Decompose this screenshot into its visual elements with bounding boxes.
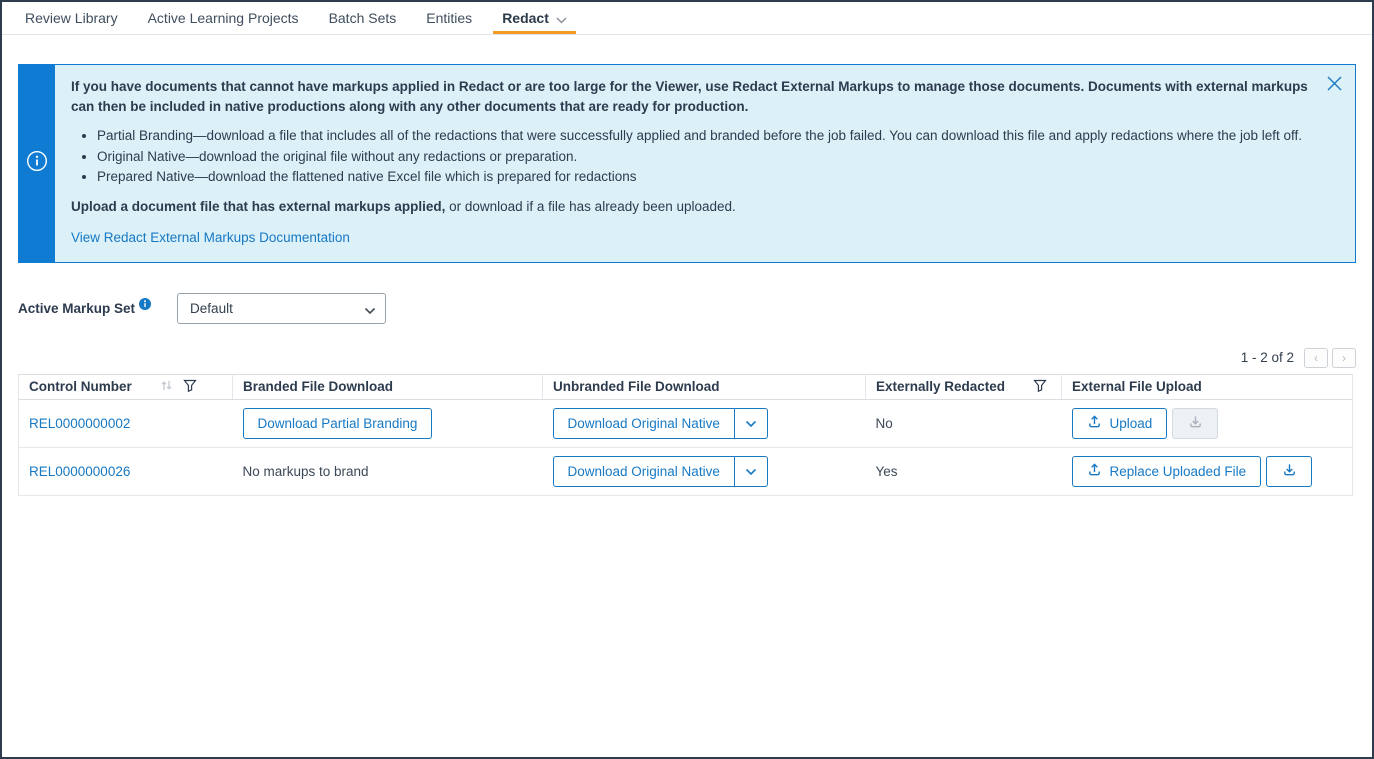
column-header-external-file-upload: External File Upload [1062,374,1353,399]
column-header-label: Externally Redacted [876,379,1006,395]
download-icon [1282,462,1297,480]
control-number-link[interactable]: REL0000000026 [29,463,131,479]
download-original-native-split-button [553,408,768,439]
column-header-unbranded-file-download: Unbranded File Download [543,374,866,399]
pagination-buttons [1304,348,1356,368]
close-icon [1326,80,1343,95]
chevron-down-icon [745,464,757,479]
tab-bar [2,2,1372,35]
banner-bullet-list [71,126,1311,187]
upload-button[interactable] [1072,408,1168,439]
tab-batch-sets[interactable] [314,2,412,34]
upload-icon [1087,462,1102,480]
active-markup-set-row [18,293,1356,324]
tab-label: Review Library [25,10,118,26]
replace-uploaded-file-button[interactable] [1072,456,1262,487]
tab-label: Batch Sets [328,10,397,26]
documentation-link[interactable]: View Redact External Markups Documentation [71,230,350,246]
pagination [18,348,1356,368]
info-icon [26,150,48,177]
banner-intro-text: If you have documents that cannot have markups applied in Redact or are too large for the Viewer, use Redact External Markups to manage those documents. Documents with external markups can then be included in native productions along with any other documents that are ready for production. [71,79,1308,114]
next-page-button[interactable]: › [1332,348,1356,368]
column-header-branded-file-download: Branded File Download [233,374,543,399]
banner-stripe [19,65,55,262]
tab-entities[interactable] [411,2,487,34]
table-row [19,399,1353,447]
tab-label: Redact [502,10,549,26]
download-partial-branding-button[interactable]: Download Partial Branding [243,408,433,439]
download-uploaded-file-button[interactable] [1266,456,1312,487]
column-header-control-number [19,374,233,399]
filter-icon[interactable] [1033,379,1047,395]
tab-redact[interactable] [487,2,582,34]
banner-bullet: • Original Native—download the original file without any redactions or preparation. [97,147,1311,167]
documents-table [18,374,1353,496]
info-banner [18,64,1356,263]
tab-label: Active Learning Projects [147,10,299,26]
externally-redacted-value: No [875,415,893,431]
banner-upload-rest: or download if a file has already been uploaded. [445,198,736,214]
download-original-native-split-button [553,456,768,487]
download-icon [1188,414,1203,432]
download-options-dropdown-button[interactable] [735,408,768,439]
banner-upload-bold: Upload a document file that has external markups applied, [71,198,446,214]
sort-icon[interactable] [160,379,173,395]
upload-button-label: Upload [1109,415,1153,431]
tab-review-library[interactable] [10,2,133,34]
chevron-down-icon [745,416,757,431]
banner-body [55,65,1355,262]
info-icon[interactable] [139,298,151,313]
active-markup-set-label: Active Markup Set [18,300,136,316]
download-original-native-button[interactable]: Download Original Native [553,456,735,487]
banner-bullet: • Prepared Native—download the flattened native Excel file which is prepared for redactions [97,167,1311,187]
active-markup-set-label-wrap [18,301,151,316]
banner-bullet: • Partial Branding—download a file that includes all of the redactions that were successfully applied and branded before the job failed. You can download this file and apply redactions where the job left off. [97,126,1311,146]
upload-icon [1087,414,1102,432]
control-number-link[interactable]: REL0000000002 [29,415,131,431]
table-row [19,447,1353,495]
markup-set-select-wrap [177,293,386,324]
column-header-label: Control Number [29,379,132,395]
filter-icon[interactable] [183,379,197,395]
chevron-down-icon [556,11,567,27]
branded-status-text: No markups to brand [242,463,369,479]
pagination-range: 1 - 2 of 2 [1240,350,1294,366]
markup-set-select[interactable] [177,293,386,324]
externally-redacted-value: Yes [875,463,898,479]
table-header-row [19,374,1353,399]
download-uploaded-file-button-disabled [1172,408,1218,439]
tab-label: Entities [426,10,473,26]
column-header-externally-redacted [866,374,1062,399]
download-options-dropdown-button[interactable] [735,456,768,487]
upload-button-label: Replace Uploaded File [1109,463,1247,479]
prev-page-button[interactable]: ‹ [1304,348,1328,368]
tab-active-learning-projects[interactable] [133,2,314,34]
download-original-native-button[interactable]: Download Original Native [553,408,735,439]
close-banner-button[interactable] [1324,73,1345,94]
banner-upload-line [71,197,1311,217]
